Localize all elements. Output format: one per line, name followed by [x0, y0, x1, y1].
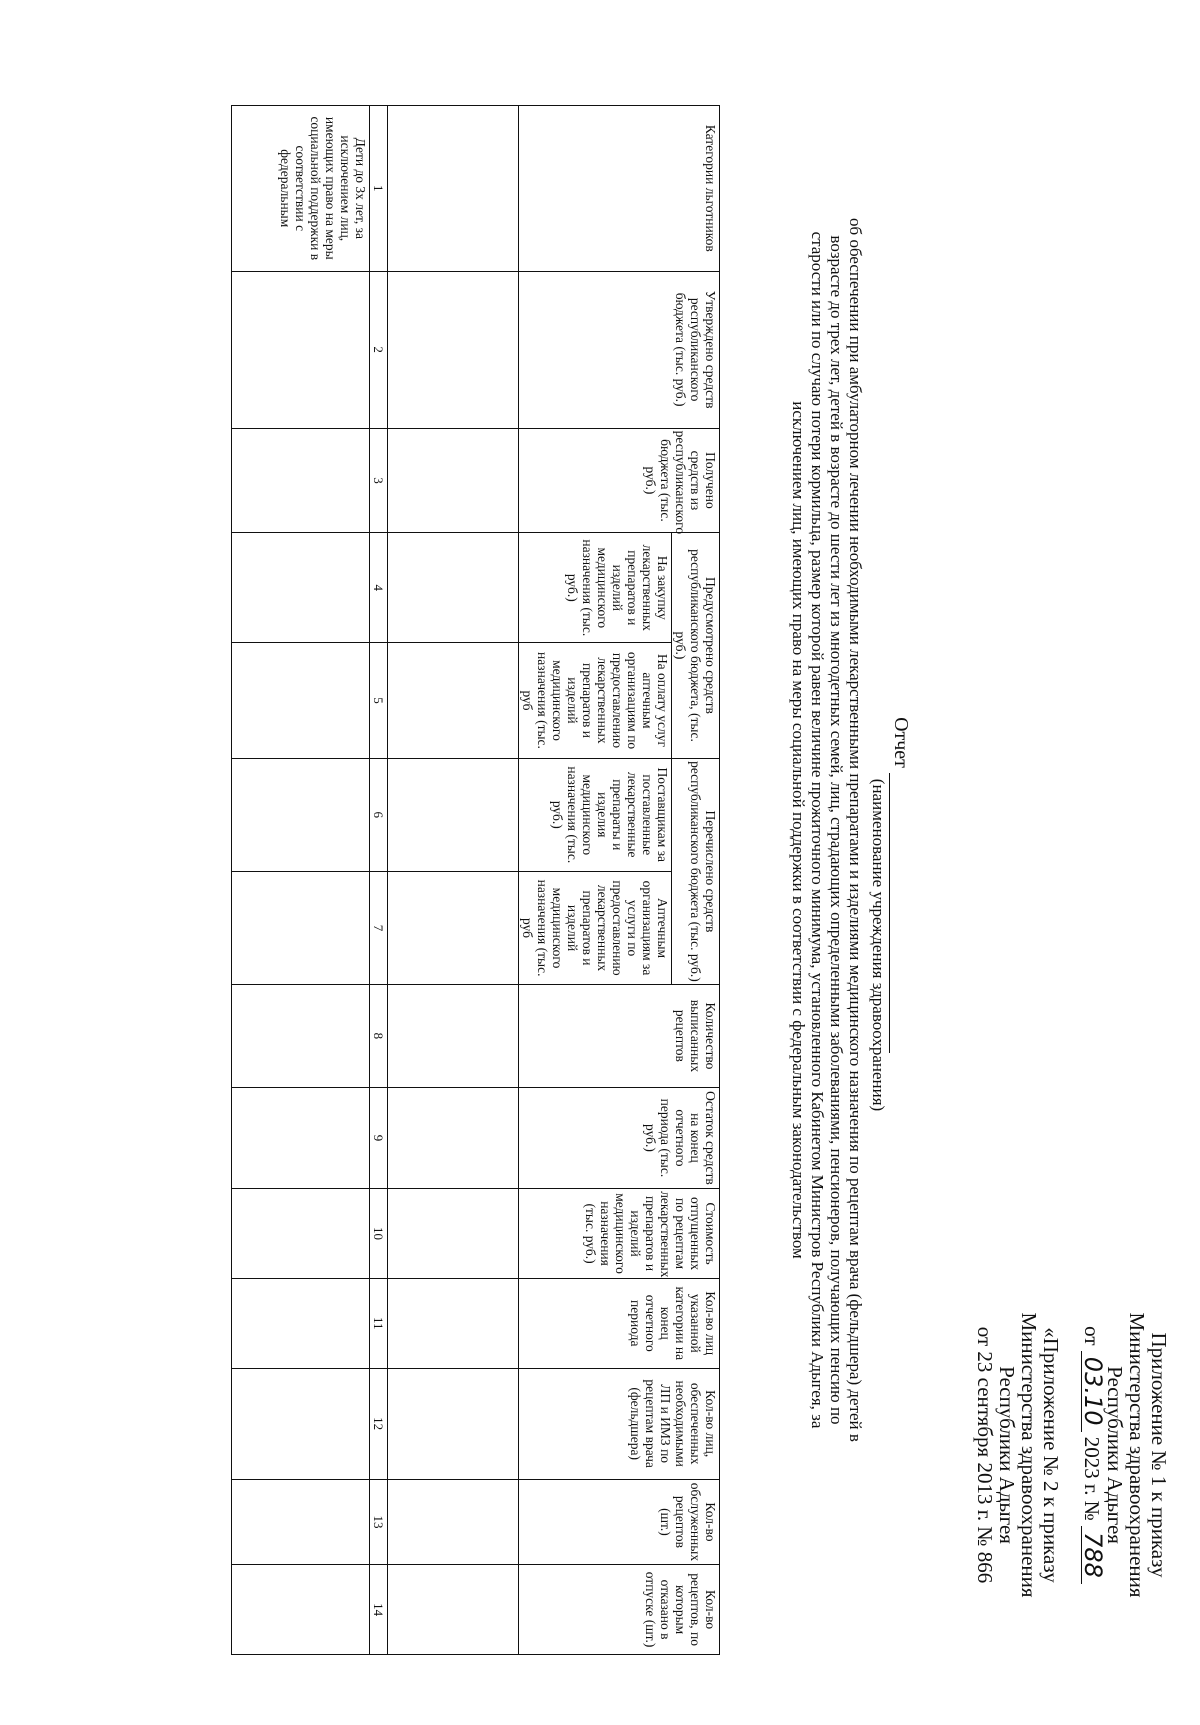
column-number: 2: [370, 271, 388, 428]
ref-date: от 23 сентября 2013 г. № 866: [973, 1326, 997, 1584]
column-number: 14: [370, 1565, 388, 1655]
report-title: Отчет: [889, 105, 912, 1665]
description-line-4: исключением лиц, имеющих право на меры социальной поддержки в соответствии с федеральным законодательством: [789, 401, 808, 1259]
header-approved-funds: Утверждено средств республиканского бюджета (тыс. руб.): [519, 271, 720, 428]
description-line-2: возрасте до трех лет, детей в возрасте до шести лет из многодетных семей, лиц, страдающих определенными заболеваниями, пенсионеров, получающих пенсию по: [827, 235, 846, 1425]
header-prescriptions-served: Кол-во обслуженных рецептов (шт.): [519, 1479, 720, 1564]
header-funds-balance: Остаток средств на конец отчетного периода (тыс. руб.): [519, 1087, 720, 1188]
ref-org-1: Министерства здравоохранения: [1017, 1312, 1041, 1598]
header-persons-provided: Кол-во лиц, обеспеченных необходимыми ЛП и ИМЗ по рецептам врача (фельдшера): [519, 1368, 720, 1479]
appendix-org-1: Министерства здравоохранения: [1125, 1312, 1149, 1598]
rotated-page: [130, 105, 1170, 1665]
appendix-org-2: Республики Адыгея: [1103, 1366, 1127, 1544]
header-prescriptions-issued: Количество выписанных рецептов: [519, 985, 720, 1088]
header-pharmacy-services: На оплату услуг аптечным организациям по предоставлению лекарственных препаратов и изделий медицинского назначения (тыс. руб: [519, 643, 672, 758]
header-received-funds: Получено средств из республиканского бюджета (тыс. руб.): [519, 428, 720, 533]
column-number: 12: [370, 1368, 388, 1479]
column-number: 7: [370, 871, 388, 984]
header-persons-count: Кол-во лиц указанной категории на конец отчетного периода: [519, 1278, 720, 1368]
description-line-3: старости или по случаю потери кормильца, размер которой равен величине прожиточного минимума, установленного Кабинетом Министров Республики Адыгея, за: [808, 231, 827, 1429]
handwritten-number: 788: [1081, 1526, 1104, 1584]
appendix-date-line: [1079, 1245, 1107, 1665]
header-transferred-funds: Перечислено средств республиканского бюджета (тыс. руб.): [672, 758, 720, 984]
institution-blank-line: [889, 773, 908, 1053]
column-number: 10: [370, 1189, 388, 1279]
column-numbers-row: [370, 106, 388, 1655]
column-number: 5: [370, 643, 388, 758]
column-number: 6: [370, 758, 388, 871]
header-purchase: На закупку лекарственных препаратов и изделий медицинского назначения (тыс. руб.): [519, 533, 672, 643]
handwritten-date: 03.10: [1081, 1351, 1104, 1432]
header-categories: Категории льготников: [519, 106, 720, 272]
header-prescriptions-refused: Кол-во рецептов, по которым отказано в отпуске (шт.): [519, 1565, 720, 1655]
column-number: 1: [370, 106, 388, 272]
header-provided-funds: Предусмотрено средств республиканского бюджета, (тыс. руб.): [672, 533, 720, 758]
report-description: [789, 125, 865, 1535]
column-number: 13: [370, 1479, 388, 1564]
header-pharmacy-organizations: Аптечным организациям за услуги по предоставлению лекарственных препаратов и изделий медицинского назначения (тыс. руб: [519, 871, 672, 984]
column-number: 9: [370, 1087, 388, 1188]
header-dispensed-cost: Стоимость отпущенных по рецептам лекарственных препаратов и изделий медицинского назначения (тыс. руб.): [519, 1189, 720, 1279]
table-row: [232, 106, 370, 1655]
table-row: [388, 106, 519, 1655]
reference-block: [974, 1245, 1062, 1665]
column-number: 4: [370, 533, 388, 643]
column-number: 8: [370, 985, 388, 1088]
date-year: 2023 г. №: [1080, 1436, 1104, 1521]
column-number: 3: [370, 428, 388, 533]
appendix-title: Приложение № 1 к приказу: [1147, 1332, 1171, 1578]
appendix-block: [1081, 1245, 1170, 1665]
date-prefix: от: [1080, 1326, 1104, 1346]
report-table: [231, 105, 720, 1655]
column-number: 11: [370, 1278, 388, 1368]
ref-org-2: Республики Адыгея: [995, 1366, 1019, 1544]
category-children-under-3: Дети до 3х лет, за исключением лиц, имеющих право на меры социальной поддержки в соответствии с федеральным: [232, 106, 370, 272]
header-suppliers: Поставщикам за поставленные лекарственные препараты и изделия медицинского назначения (тыс. руб.): [519, 758, 672, 871]
description-line-1: об обеспечении при амбулаторном лечении необходимыми лекарственными препаратами и изделиями медицинского назначения по рецептам врача (фельдшера) детей в: [846, 218, 865, 1442]
ref-title: «Приложение № 2 к приказу: [1039, 1327, 1063, 1583]
institution-caption: (наименование учреждения здравоохранения): [869, 778, 888, 1112]
